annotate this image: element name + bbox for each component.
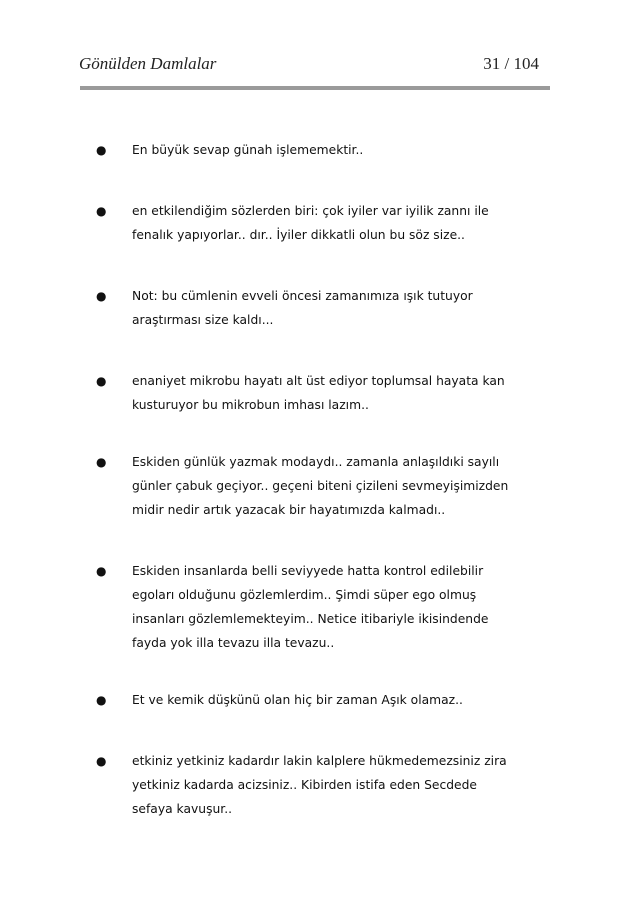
bullet-icon: ● <box>96 143 107 157</box>
text-line: Et ve kemik düşkünü olan hiç bir zaman Aşık olamaz.. <box>132 693 463 707</box>
bullet-text <box>132 369 552 417</box>
bullet-icon: ● <box>96 754 107 768</box>
text-line: egoları olduğunu gözlemlerdim.. Şimdi süper ego olmuş <box>132 588 477 602</box>
text-line: Eskiden insanlarda belli seviyyede hatta kontrol edilebilir <box>132 564 484 578</box>
text-line: midir nedir artık yazacak bir hayatımızda kalmadı.. <box>132 503 446 517</box>
text-line: araştırması size kaldı... <box>132 313 274 327</box>
text-line: Eskiden günlük yazmak modaydı.. zamanla anlaşıldıki sayılı <box>132 455 500 469</box>
text-line: en etkilendiğim sözlerden biri: çok iyiler var iyilik zannı ile <box>132 204 489 218</box>
text-line: enaniyet mikrobu hayatı alt üst ediyor toplumsal hayata kan <box>132 374 505 388</box>
text-line: insanları gözlemlemekteyim.. Netice itibariyle ikisindende <box>132 612 489 626</box>
text-line: etkiniz yetkiniz kadardır lakin kalplere hükmedemezsiniz zira <box>132 754 507 768</box>
page-header <box>79 54 539 76</box>
bullet-icon: ● <box>96 455 107 469</box>
book-title: Gönülden Damlalar <box>79 54 217 73</box>
bullet-icon: ● <box>96 564 107 578</box>
bullet-text <box>132 559 552 655</box>
bullet-text <box>132 749 552 821</box>
page-number: 31 / 104 <box>483 54 539 73</box>
bullet-icon: ● <box>96 693 107 707</box>
bullet-text <box>132 199 552 247</box>
bullet-text <box>132 450 552 522</box>
text-line: fayda yok illa tevazu illa tevazu.. <box>132 636 335 650</box>
text-line: En büyük sevap günah işlememektir.. <box>132 143 364 157</box>
bullet-icon: ● <box>96 374 107 388</box>
text-line: kusturuyor bu mikrobun imhası lazım.. <box>132 398 369 412</box>
bullet-icon: ● <box>96 204 107 218</box>
bullet-text <box>132 138 552 162</box>
header-divider <box>80 86 550 90</box>
bullet-text <box>132 284 552 332</box>
text-line: Not: bu cümlenin evveli öncesi zamanımıza ışık tutuyor <box>132 289 473 303</box>
text-line: sefaya kavuşur.. <box>132 802 233 816</box>
bullet-icon: ● <box>96 289 107 303</box>
text-line: günler çabuk geçiyor.. geçeni biteni çizileni sevmeyişimizden <box>132 479 509 493</box>
bullet-text <box>132 688 552 712</box>
text-line: yetkiniz kadarda acizsiniz.. Kibirden istifa eden Secdede <box>132 778 477 792</box>
text-line: fenalık yapıyorlar.. dır.. İyiler dikkatli olun bu söz size.. <box>132 228 465 242</box>
